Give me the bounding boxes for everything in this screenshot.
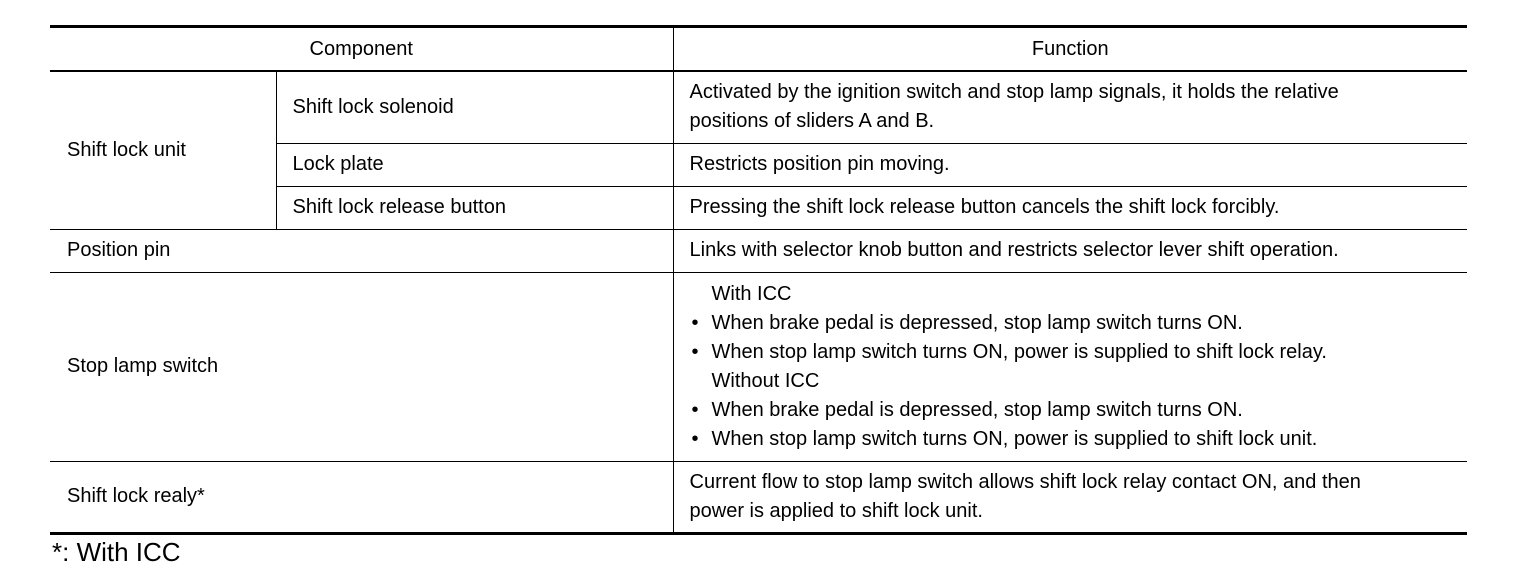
function-line: Activated by the ignition switch and stop lamp signals, it holds the relative [689,81,1339,104]
table-row [50,461,1467,533]
shift-lock-relay-function [673,461,1467,533]
list-item: • When brake pedal is depressed, stop lamp switch turns ON. [690,309,1458,338]
position-pin-function: Links with selector knob button and restricts selector lever shift operation. [673,229,1467,272]
without-icc-heading: Without ICC [711,369,820,392]
shift-lock-release-button-label: Shift lock release button [276,186,673,229]
shift-lock-solenoid-function [673,71,1467,143]
with-icc-heading: With ICC [711,282,792,305]
list-item: • When brake pedal is depressed, stop lamp switch turns ON. [690,396,1458,425]
shift-lock-solenoid-label: Shift lock solenoid [276,71,673,143]
stop-lamp-switch-function-list [690,280,1458,454]
list-item: • When stop lamp switch turns ON, power is supplied to shift lock relay. [690,338,1458,367]
position-pin-label: Position pin [50,229,673,272]
table-row [50,272,1467,461]
list-item: • When stop lamp switch turns ON, power is supplied to shift lock unit. [690,425,1458,454]
footnote: *: With ICC [52,537,181,567]
header-function: Function [673,27,1467,72]
header-component: Component [50,27,673,72]
shift-lock-relay-label: Shift lock realy* [50,461,673,533]
shift-lock-unit-label: Shift lock unit [50,71,276,229]
lock-plate-label: Lock plate [276,143,673,186]
function-line: power is applied to shift lock unit. [689,499,983,522]
stop-lamp-switch-label: Stop lamp switch [50,272,673,461]
table-row [50,229,1467,272]
stop-lamp-switch-function [673,272,1467,461]
component-function-table [50,25,1467,535]
shift-lock-release-button-function: Pressing the shift lock release button cancels the shift lock forcibly. [673,186,1467,229]
function-line: Current flow to stop lamp switch allows shift lock relay contact ON, and then [689,470,1361,493]
function-line: positions of sliders A and B. [689,110,935,133]
table-header-row [50,27,1467,72]
table-row [50,71,1467,143]
lock-plate-function: Restricts position pin moving. [673,143,1467,186]
